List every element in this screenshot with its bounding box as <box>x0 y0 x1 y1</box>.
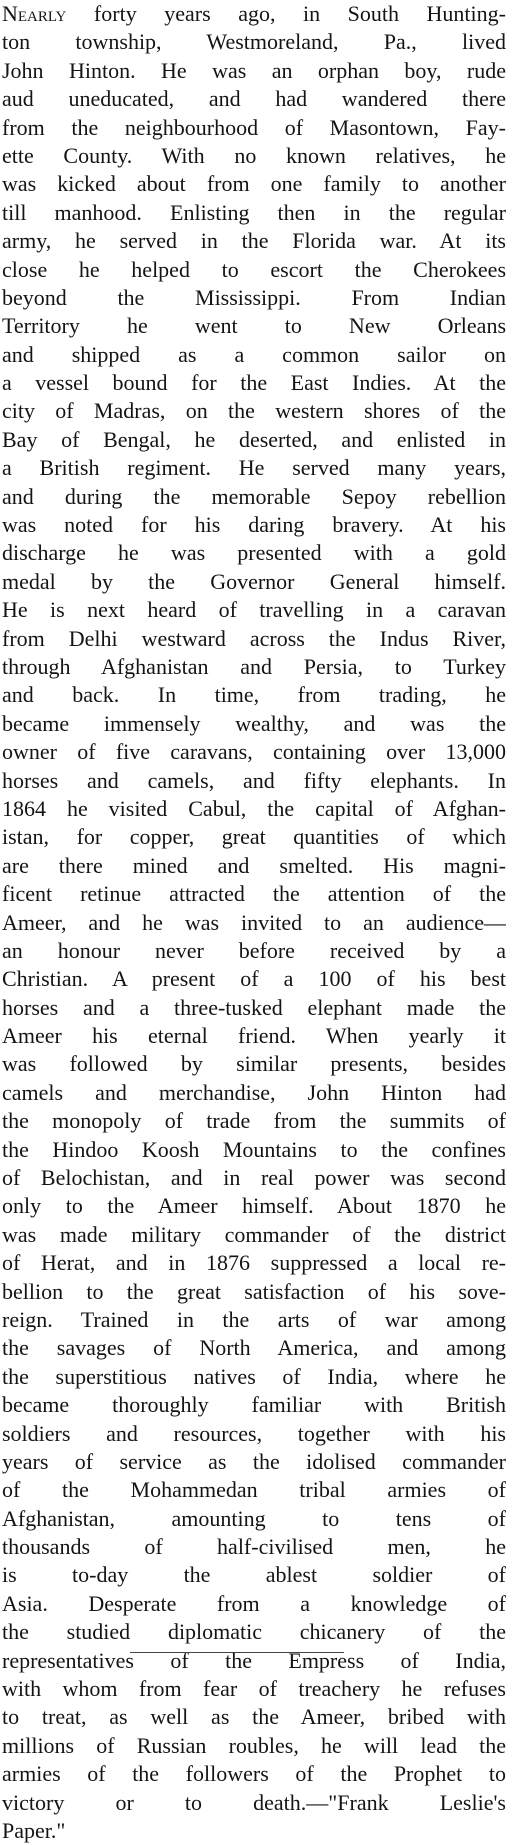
article-line: the studied diplomatic chicanery of the <box>2 1619 506 1645</box>
article-line: became thoroughly familiar with British <box>2 1392 506 1418</box>
article-line: city of Madras, on the western shores of the <box>2 398 506 424</box>
article-line: the superstitious natives of India, where he <box>2 1363 506 1389</box>
article-line: John Hinton. He was an orphan boy, rude <box>2 57 506 83</box>
article-line: representatives of the Empress of India, <box>2 1647 506 1673</box>
end-rule <box>130 1652 344 1653</box>
article-line: was noted for his daring bravery. At his <box>2 512 506 538</box>
article-line: from Delhi westward across the Indus River, <box>2 625 506 651</box>
article-line: thousands of half-civilised men, he <box>2 1534 506 1560</box>
article-line: He is next heard of travelling in a caravan <box>2 597 506 623</box>
article-line: owner of five caravans, containing over 13,000 <box>2 739 506 765</box>
article-line: ette County. With no known relatives, he <box>2 142 506 168</box>
article-line: to treat, as well as the Ameer, bribed with <box>2 1704 506 1730</box>
article-line: became immensely wealthy, and was the <box>2 710 506 736</box>
article-line: beyond the Mississippi. From Indian <box>2 284 506 310</box>
article-column <box>2 0 506 1845</box>
article-line: of the Mohammedan tribal armies of <box>2 1477 506 1503</box>
article-line: close he helped to escort the Cherokees <box>2 256 506 282</box>
lead-word: Nearly <box>2 1 67 26</box>
article-line: from the neighbourhood of Masontown, Fay- <box>2 114 506 140</box>
article-line: with whom from fear of treachery he refuses <box>2 1676 506 1702</box>
article-line: Ameer his eternal friend. When yearly it <box>2 1023 506 1049</box>
article-line: of Herat, and in 1876 suppressed a local re- <box>2 1250 506 1276</box>
article-line: victory or to death.—"Frank Leslie's <box>2 1789 506 1815</box>
article-line: Territory he went to New Orleans <box>2 313 506 339</box>
article-line: and back. In time, from trading, he <box>2 682 506 708</box>
article-line: years of service as the idolised commander <box>2 1448 506 1474</box>
article-line: was followed by similar presents, besides <box>2 1051 506 1077</box>
article-line: soldiers and resources, together with his <box>2 1420 506 1446</box>
article-line: an honour never before received by a <box>2 937 506 963</box>
article-line: horses and a three-tusked elephant made the <box>2 994 506 1020</box>
article-line: ficent retinue attracted the attention of the <box>2 881 506 907</box>
article-line: and during the memorable Sepoy rebellion <box>2 483 506 509</box>
article-line: camels and merchandise, John Hinton had <box>2 1079 506 1105</box>
article-line: aud uneducated, and had wandered there <box>2 86 506 112</box>
article-line: till manhood. Enlisting then in the regular <box>2 199 506 225</box>
article-line: reign. Trained in the arts of war among <box>2 1306 506 1332</box>
article-line: horses and camels, and fifty elephants. In <box>2 767 506 793</box>
article-line: istan, for copper, great quantities of which <box>2 824 506 850</box>
article-line: Christian. A present of a 100 of his best <box>2 966 506 992</box>
article-line: only to the Ameer himself. About 1870 he <box>2 1193 506 1219</box>
article-line: millions of Russian roubles, he will lead the <box>2 1732 506 1758</box>
article-line <box>2 0 506 28</box>
article-line: 1864 he visited Cabul, the capital of Afghan- <box>2 795 506 821</box>
article-line: army, he served in the Florida war. At its <box>2 228 506 254</box>
article-line: of Belochistan, and in real power was second <box>2 1165 506 1191</box>
article-line: was kicked about from one family to another <box>2 171 506 197</box>
article-line: medal by the Governor General himself. <box>2 568 506 594</box>
article-line: the savages of North America, and among <box>2 1335 506 1361</box>
article-line: the monopoly of trade from the summits of <box>2 1108 506 1134</box>
article-line: Ameer, and he was invited to an audience— <box>2 909 506 935</box>
article-line: is to-day the ablest soldier of <box>2 1562 506 1588</box>
article-line: a vessel bound for the East Indies. At the <box>2 370 506 396</box>
article-line: through Afghanistan and Persia, to Turkey <box>2 653 506 679</box>
article-line: bellion to the great satisfaction of his sove- <box>2 1278 506 1304</box>
article-line: Afghanistan, amounting to tens of <box>2 1505 506 1531</box>
article-line-text: forty years ago, in South Hunting- <box>66 1 506 26</box>
article-line: Paper." <box>2 1818 66 1843</box>
article-line: are there mined and smelted. His magni- <box>2 852 506 878</box>
article-line: was made military commander of the district <box>2 1221 506 1247</box>
article-line: Asia. Desperate from a knowledge of <box>2 1590 506 1616</box>
article-line: and shipped as a common sailor on <box>2 341 506 367</box>
article-line: armies of the followers of the Prophet to <box>2 1761 506 1787</box>
article-line: the Hindoo Koosh Mountains to the confines <box>2 1136 506 1162</box>
article-line: discharge he was presented with a gold <box>2 540 506 566</box>
article-line: Bay of Bengal, he deserted, and enlisted in <box>2 426 506 452</box>
article-line: ton township, Westmoreland, Pa., lived <box>2 29 506 55</box>
article-line: a British regiment. He served many years, <box>2 455 506 481</box>
